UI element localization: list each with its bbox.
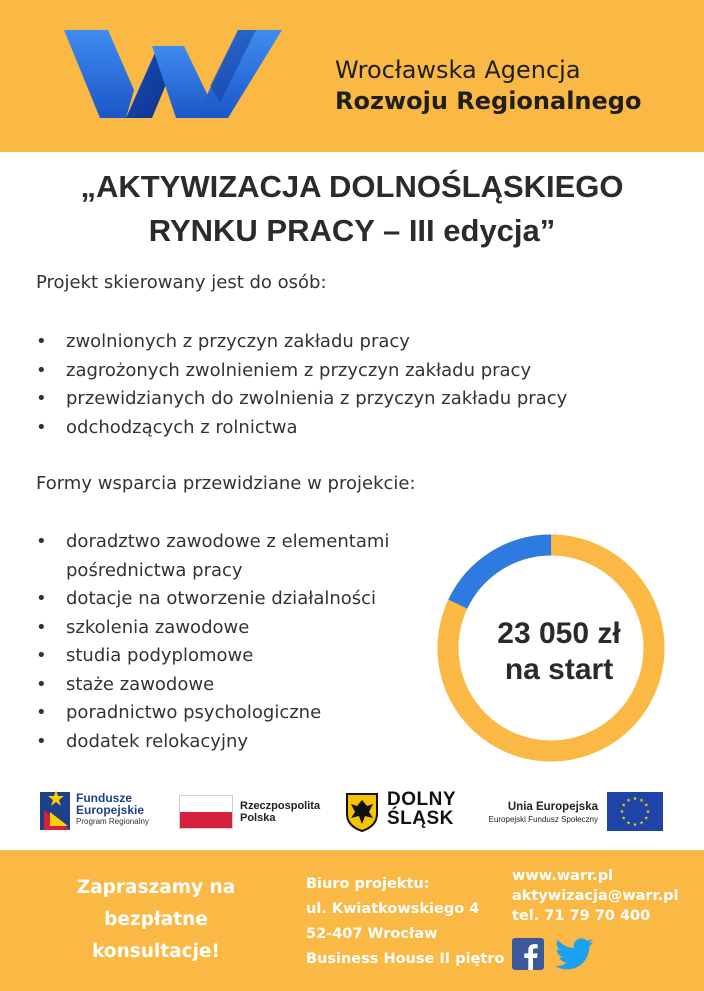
eu-flag-icon — [607, 792, 663, 831]
title-line1: „AKTYWIZACJA DOLNOŚLĄSKIEGO — [80, 169, 624, 204]
support-forms-intro: Formy wsparcia przewidziane w projekcie: — [36, 473, 416, 494]
eu-line1: Unia Europejska — [507, 801, 598, 813]
email-link[interactable]: aktywizacja@warr.pl — [512, 888, 679, 904]
eu-text — [470, 800, 598, 826]
pl-line2: Polska — [240, 812, 276, 824]
poland-flag-icon — [179, 795, 233, 829]
ds-line2: ŚLĄSK — [387, 808, 454, 829]
invite-line3: konsultacje! — [92, 941, 220, 962]
office-building: Business House II piętro — [306, 951, 505, 967]
footer-banner — [0, 850, 704, 991]
phone-number: tel. 71 79 70 400 — [512, 908, 651, 924]
support-forms-list — [36, 528, 436, 756]
list-item: • zagrożonych zwolnieniem z przyczyn zakładu pracy — [36, 357, 567, 386]
project-title — [0, 165, 704, 253]
office-address — [306, 872, 504, 972]
dolny-slask-crest-icon — [345, 792, 379, 832]
eu-line2: Europejski Fundusz Społeczny — [488, 815, 598, 824]
grant-amount: 23 050 zł — [497, 617, 621, 650]
fundusze-europejskie-icon — [40, 788, 72, 832]
header-banner — [0, 0, 704, 152]
list-item: • dodatek relokacyjny — [36, 728, 436, 757]
list-item: • odchodzących z rolnictwa — [36, 414, 567, 443]
fe-line3: Program Regionalny — [76, 817, 149, 826]
consultation-invite — [56, 872, 256, 968]
twitter-icon[interactable] — [556, 938, 594, 970]
list-item-continuation: pośrednictwa pracy — [66, 559, 243, 581]
list-item: • staże zawodowe — [36, 671, 436, 700]
list-item: • szkolenia zawodowe — [36, 614, 436, 643]
grant-label: na start — [504, 653, 614, 686]
dolny-slask-text — [387, 790, 456, 828]
warr-logo-icon — [60, 26, 286, 124]
invite-line1: Zapraszamy na — [76, 877, 236, 898]
pl-line1: Rzeczpospolita — [240, 800, 321, 812]
ds-line1: DOLNY — [387, 789, 456, 810]
list-item: • poradnictwo psychologiczne — [36, 699, 436, 728]
list-item: • doradztwo zawodowe z elementami pośrednictwa pracy — [36, 528, 436, 585]
list-item: • studia podyplomowe — [36, 642, 436, 671]
title-line2: RYNKU PRACY – III edycja” — [148, 213, 556, 248]
fe-line1: Fundusze — [76, 791, 132, 805]
invite-line2: bezpłatne — [104, 909, 208, 930]
funding-logos-strip — [0, 778, 704, 848]
org-name-line1: Wrocławska Agencja — [335, 56, 581, 84]
organization-name — [335, 55, 641, 117]
fe-line2: Europejskie — [76, 803, 145, 817]
website-link[interactable]: www.warr.pl — [512, 868, 614, 884]
office-label: Biuro projektu: — [306, 876, 430, 892]
org-name-line2: Rozwoju Regionalnego — [335, 87, 642, 115]
grant-amount-label — [436, 616, 682, 688]
list-item: • dotacje na otworzenie działalności — [36, 585, 436, 614]
fundusze-europejskie-text — [76, 792, 149, 828]
facebook-icon[interactable] — [512, 938, 544, 970]
target-groups-list — [36, 328, 567, 442]
office-city: 52-407 Wrocław — [306, 926, 438, 942]
list-item: • przewidzianych do zwolnienia z przyczyn zakładu pracy — [36, 385, 567, 414]
target-intro: Projekt skierowany jest do osób: — [36, 272, 327, 293]
rzeczpospolita-text — [240, 800, 320, 824]
office-street: ul. Kwiatkowskiego 4 — [306, 901, 480, 917]
list-item: • zwolnionych z przyczyn zakładu pracy — [36, 328, 567, 357]
contact-info — [512, 866, 679, 926]
